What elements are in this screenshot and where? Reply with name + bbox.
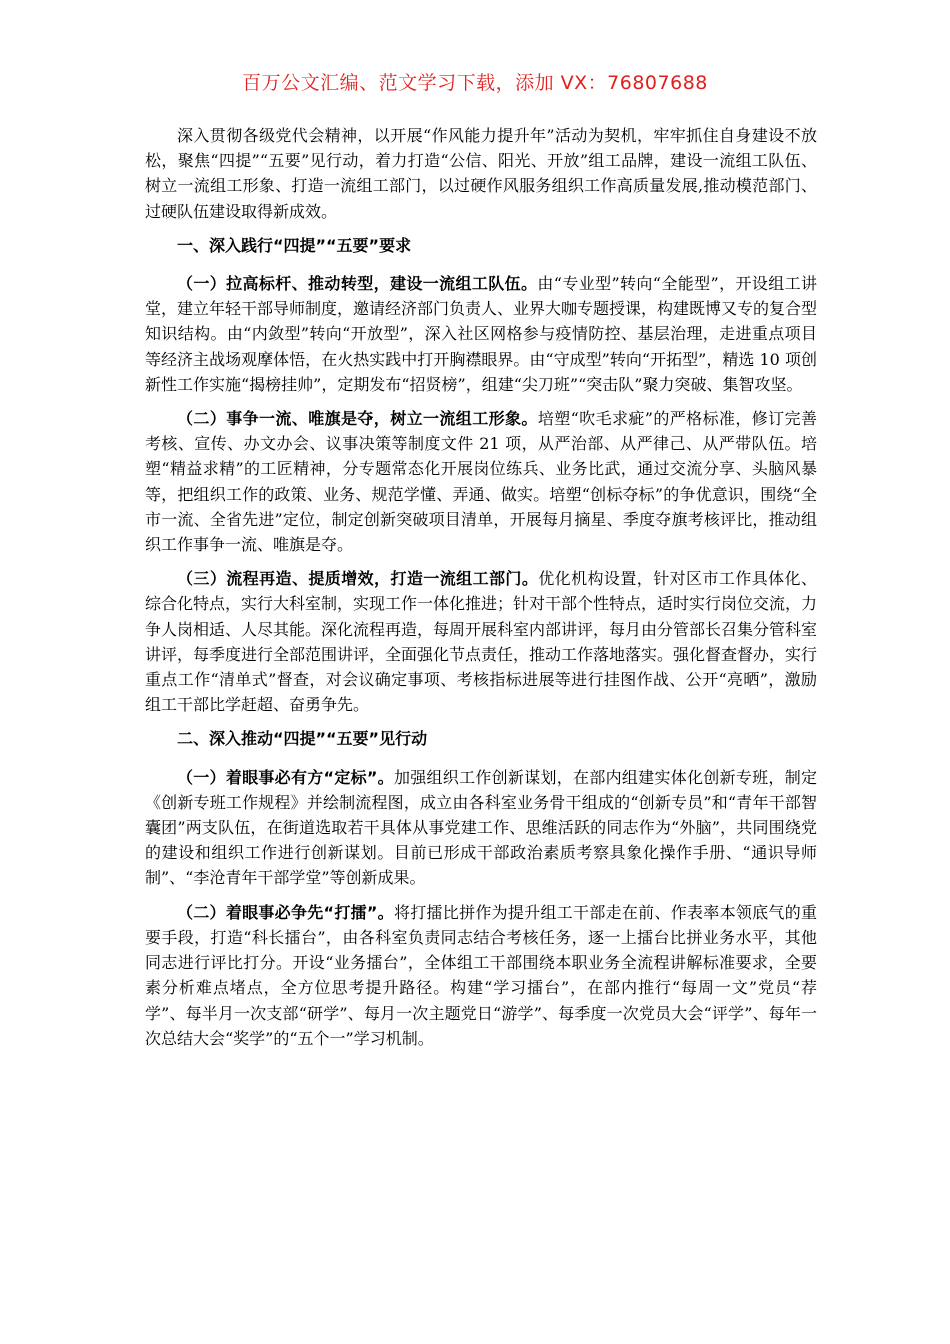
document-body — [145, 123, 817, 1060]
section-2-paragraph-1 — [145, 765, 817, 891]
section-1-paragraph-3 — [145, 566, 817, 717]
paragraph-lead: （一）拉高标杆、推动转型，建设一流组工队伍。 — [177, 274, 538, 294]
paragraph-text: 优化机构设置，针对区市工作具体化、综合化特点，实行大科室制，实现工作一体化推进；针对干部个性特点，适时实行岗位交流，力争人岗相适、人尽其能。深化流程再造，每周开展科室内部讲评，每月由分管部长召集分管科室讲评，每季度进行全部范围讲评，全面强化节点责任，推动工作落地落实。强化督查督办，实行重点工作“清单式”督查，对会议确定事项、考核指标进展等进行挂图作战、公开“亮晒”，激励组工干部比学赶超、奋勇争先。 — [145, 569, 818, 715]
paragraph-text: 培塑“吹毛求疵”的严格标准，修订完善考核、宣传、办文办会、议事决策等制度文件 21 项，从严治部、从严律己、从严带队伍。培塑“精益求精”的工匠精神，分专题常态化开展岗位练兵、业务比武，通过交流分享、头脑风暴等，把组织工作的政策、业务、规范学懂、弄通、做实。培塑“创标夺标”的争优意识，围绕“全市一流、全省先进”定位，制定创新突破项目清单，开展每月摘星、季度夺旗考核评比，推动组织工作事争一流、唯旗是夺。 — [145, 409, 817, 555]
paragraph-lead: （一）着眼事必有方“定标”。 — [177, 767, 394, 787]
section-2-paragraph-2 — [145, 900, 817, 1051]
section-1-paragraph-2 — [145, 406, 817, 557]
section-1-paragraph-1 — [145, 271, 817, 397]
section-2-heading: 二、深入推动“四提”“五要”见行动 — [177, 729, 428, 749]
paragraph-lead: （三）流程再造、提质增效，打造一流组工部门。 — [177, 569, 539, 589]
paragraph-lead: （二）着眼事必争先“打擂”。 — [177, 902, 394, 922]
paragraph-text: 由“专业型”转向“全能型”，开设组工讲堂，建立年轻干部导师制度，邀请经济部门负责人、业界大咖专题授课，构建既博又专的复合型知识结构。由“内敛型”转向“开放型”，深入社区网格参与疫情防控、基层治理，走进重点项目等经济主战场观摩体悟，在火热实践中打开胸襟眼界。由“守成型”转向“开拓型”，精选 10 项创新性工作实施“揭榜挂帅”，定期发布“招贤榜”，组建“尖刀班”“突击队”聚力突破、集智攻坚。 — [145, 274, 818, 394]
paragraph-text: 将打擂比拼作为提升组工干部走在前、作表率本领底气的重要手段，打造“科长擂台”，由各科室负责同志结合考核任务，逐一上擂台比拼业务水平，其他同志进行评比打分。开设“业务擂台”，全体组工干部围绕本职业务全流程讲解标准要求，全要素分析难点堵点，全方位思考提升路径。构建“学习擂台”，在部内推行“每周一文”党员“荐学”、每半月一次支部“研学”、每月一次主题党日“游学”、每季度一次党员大会“评学”、每年一次总结大会“奖学”的“五个一”学习机制。 — [145, 902, 817, 1048]
watermark-banner: 百万公文汇编、范文学习下载，添加 VX：76807688 — [242, 72, 708, 94]
intro-paragraph: 深入贯彻各级党代会精神，以开展“作风能力提升年”活动为契机，牢牢抓住自身建设不放松，聚焦“四提”“五要”见行动，着力打造“公信、阳光、开放”组工品牌，建设一流组工队伍、树立一流组工形象、打造一流组工部门，以过硬作风服务组织工作高质量发展,推动模范部门、过硬队伍建设取得新成效。 — [145, 126, 817, 221]
paragraph-text: 加强组织工作创新谋划，在部内组建实体化创新专班，制定《创新专班工作规程》并绘制流程图，成立由各科室业务骨干组成的“创新专员”和“青年干部智囊团”两支队伍，在街道选取若干具体从事党建工作、思维活跃的同志作为“外脑”，共同围绕党的建设和组织工作进行创新谋划。目前已形成干部政治素质考察具象化操作手册、“通识导师制”、“李沧青年干部学堂”等创新成果。 — [145, 767, 817, 888]
paragraph-lead: （二）事争一流、唯旗是夺，树立一流组工形象。 — [177, 409, 538, 429]
section-1-heading: 一、深入践行“四提”“五要”要求 — [177, 235, 412, 255]
